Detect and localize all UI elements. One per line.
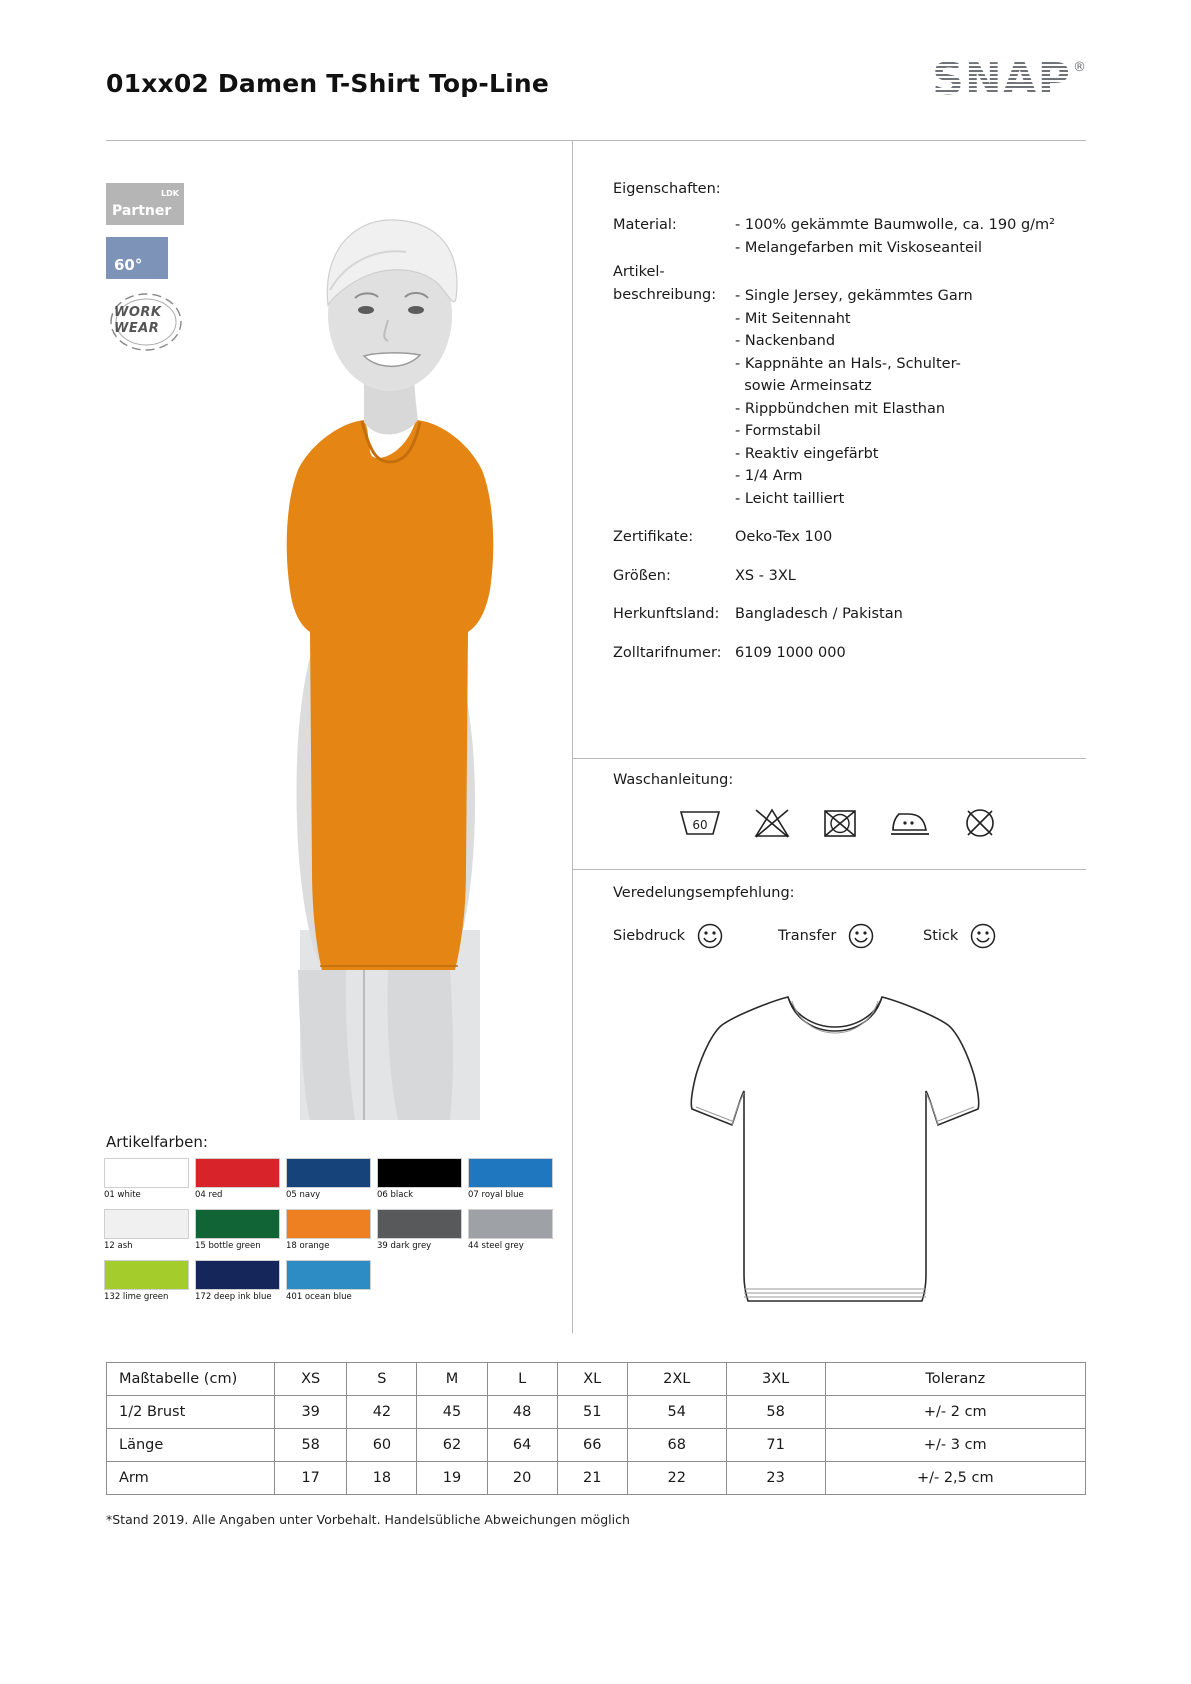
spec-tariff-label: Zolltarifnumer: <box>613 644 722 661</box>
table-cell: 20 <box>487 1462 557 1495</box>
color-swatch[interactable] <box>104 1209 192 1251</box>
spec-material-value-0: - 100% gekämmte Baumwolle, ca. 190 g/m² <box>735 217 1055 234</box>
table-header-cell: 3XL <box>726 1363 825 1396</box>
table-header-cell: L <box>487 1363 557 1396</box>
table-cell: 1/2 Brust <box>107 1396 275 1429</box>
spec-description-value-6: - Formstabil <box>735 423 821 440</box>
spec-certificates <box>613 526 1083 548</box>
spec-description-value-9: - Leicht tailliert <box>735 490 845 507</box>
color-swatch-list <box>104 1158 564 1311</box>
spec-sizes <box>613 565 1083 587</box>
table-cell: 58 <box>275 1429 347 1462</box>
spec-material <box>613 214 1083 259</box>
spec-description-value-4: sowie Armeinsatz <box>735 378 872 395</box>
table-cell: 23 <box>726 1462 825 1495</box>
spec-description <box>613 261 1083 510</box>
table-header-cell: XL <box>557 1363 627 1396</box>
table-cell: 62 <box>417 1429 487 1462</box>
technical-drawing <box>660 975 1010 1320</box>
table-cell: +/- 2 cm <box>825 1396 1085 1429</box>
table-cell: 68 <box>627 1429 726 1462</box>
no-tumble-dry-icon <box>822 806 858 840</box>
spec-description-value-7: - Reaktiv eingefärbt <box>735 445 879 462</box>
brand-logo-text: SNAP <box>932 54 1071 105</box>
color-swatch-label: 05 navy <box>286 1190 321 1200</box>
color-swatch-label: 401 ocean blue <box>286 1292 352 1302</box>
color-swatch[interactable] <box>286 1260 374 1302</box>
table-cell: 64 <box>487 1429 557 1462</box>
table-header-row <box>107 1363 1086 1396</box>
finishing-label-siebdruck: Siebdruck <box>613 928 686 944</box>
colors-heading: Artikelfarben: <box>106 1133 208 1151</box>
spec-origin-value: Bangladesch / Pakistan <box>735 606 903 623</box>
partner-badge-sub: LDK <box>161 189 179 198</box>
registered-trademark-icon: ® <box>1073 60 1086 75</box>
table-cell: 21 <box>557 1462 627 1495</box>
spec-certificates-label: Zertifikate: <box>613 529 694 546</box>
header-divider <box>106 140 1086 141</box>
page-header <box>106 54 1086 130</box>
iron-low-icon <box>888 806 932 840</box>
footnote: *Stand 2019. Alle Angaben unter Vorbehalt. Handelsübliche Abweichungen möglich <box>106 1512 630 1527</box>
color-swatch-label: 15 bottle green <box>195 1241 261 1251</box>
workwear-badge-line1: WORK <box>114 305 162 320</box>
table-header-cell: Maßtabelle (cm) <box>107 1363 275 1396</box>
color-swatch-label: 06 black <box>377 1190 414 1200</box>
partner-badge-label: Partner <box>112 203 172 219</box>
table-cell: 60 <box>347 1429 417 1462</box>
spec-tariff-value: 6109 1000 000 <box>735 644 846 661</box>
wash-section <box>613 772 1083 840</box>
table-header-cell: XS <box>275 1363 347 1396</box>
color-swatch[interactable] <box>195 1158 283 1200</box>
table-cell: 18 <box>347 1462 417 1495</box>
smiley-icon <box>848 923 874 949</box>
color-swatch[interactable] <box>104 1260 192 1302</box>
page-title: 01xx02 Damen T-Shirt Top-Line <box>106 69 550 98</box>
table-cell: 17 <box>275 1462 347 1495</box>
wash-heading: Waschanleitung: <box>613 772 734 788</box>
table-cell: 71 <box>726 1429 825 1462</box>
spec-tariff <box>613 642 1083 664</box>
finishing-item-stick <box>923 923 996 949</box>
size-table <box>106 1362 1086 1495</box>
spec-description-value-1: - Mit Seitennaht <box>735 310 851 327</box>
table-row <box>107 1396 1086 1429</box>
color-swatch[interactable] <box>377 1209 465 1251</box>
color-swatch[interactable] <box>104 1158 192 1200</box>
color-swatch-label: 132 lime green <box>104 1292 169 1302</box>
table-cell: 58 <box>726 1396 825 1429</box>
finishing-label-stick: Stick <box>923 928 959 944</box>
table-row <box>107 1462 1086 1495</box>
color-swatch-label: 39 dark grey <box>377 1241 432 1251</box>
spec-description-value-2: - Nackenband <box>735 333 836 350</box>
spec-material-value-1: - Melangefarben mit Viskoseanteil <box>735 239 982 256</box>
color-swatch-label: 44 steel grey <box>468 1241 524 1251</box>
spec-sizes-value: XS - 3XL <box>735 567 796 584</box>
table-cell: 42 <box>347 1396 417 1429</box>
table-cell: 66 <box>557 1429 627 1462</box>
color-swatch[interactable] <box>195 1209 283 1251</box>
color-swatch-label: 18 orange <box>286 1241 330 1251</box>
no-bleach-icon <box>752 806 792 840</box>
product-photo <box>150 170 570 1120</box>
table-cell: Länge <box>107 1429 275 1462</box>
column-divider <box>572 140 573 1333</box>
spec-description-value-8: - 1/4 Arm <box>735 468 803 485</box>
spec-origin-label: Herkunftsland: <box>613 606 720 623</box>
temperature-badge-label: 60° <box>114 256 143 274</box>
wash-icon-row <box>678 806 1083 840</box>
smiley-icon <box>697 923 723 949</box>
spec-sizes-label: Größen: <box>613 567 671 584</box>
color-swatch-label: 04 red <box>195 1190 223 1200</box>
spec-certificates-value: Oeko-Tex 100 <box>735 529 833 546</box>
svg-text:60: 60 <box>692 818 708 832</box>
specs-panel <box>613 178 1083 666</box>
color-swatch-label: 07 royal blue <box>468 1190 524 1200</box>
table-cell: 51 <box>557 1396 627 1429</box>
spec-material-values <box>735 214 1083 259</box>
color-swatch-label: 172 deep ink blue <box>195 1292 272 1302</box>
table-header-cell: S <box>347 1363 417 1396</box>
finishing-item-siebdruck <box>613 923 778 949</box>
table-cell: Arm <box>107 1462 275 1495</box>
table-cell: 19 <box>417 1462 487 1495</box>
no-dry-clean-icon <box>962 806 998 840</box>
table-cell: +/- 2,5 cm <box>825 1462 1085 1495</box>
color-swatch[interactable] <box>286 1158 374 1200</box>
table-cell: +/- 3 cm <box>825 1429 1085 1462</box>
brand-logo <box>932 54 1086 105</box>
specs-heading: Eigenschaften: <box>613 181 721 197</box>
spec-description-value-5: - Rippbündchen mit Elasthan <box>735 400 946 417</box>
table-cell: 48 <box>487 1396 557 1429</box>
spec-description-value-0: - Single Jersey, gekämmtes Garn <box>735 288 973 305</box>
spec-origin <box>613 603 1083 625</box>
color-swatch-label: 01 white <box>104 1190 141 1200</box>
spec-description-label-line1: Artikel- <box>613 264 665 281</box>
color-swatch[interactable] <box>468 1158 556 1200</box>
smiley-icon <box>970 923 996 949</box>
finishing-heading: Veredelungsempfehlung: <box>613 885 795 901</box>
table-header-cell: M <box>417 1363 487 1396</box>
spec-description-value-3: - Kappnähte an Hals-, Schulter- <box>735 355 961 372</box>
table-row <box>107 1429 1086 1462</box>
spec-material-label: Material: <box>613 217 677 234</box>
color-swatch[interactable] <box>377 1158 465 1200</box>
finishing-section-divider <box>572 869 1086 870</box>
table-header-cell: Toleranz <box>825 1363 1085 1396</box>
table-cell: 39 <box>275 1396 347 1429</box>
finishing-item-transfer <box>778 923 923 949</box>
finishing-section <box>613 885 1083 949</box>
table-cell: 45 <box>417 1396 487 1429</box>
table-cell: 54 <box>627 1396 726 1429</box>
color-swatch[interactable] <box>195 1260 283 1302</box>
spec-description-label <box>613 261 735 510</box>
table-cell: 22 <box>627 1462 726 1495</box>
color-swatch-label: 12 ash <box>104 1241 133 1251</box>
color-swatch[interactable] <box>468 1209 556 1251</box>
color-swatch[interactable] <box>286 1209 374 1251</box>
wash-section-divider <box>572 758 1086 759</box>
spec-description-values <box>735 261 1083 510</box>
finishing-label-transfer: Transfer <box>778 928 837 944</box>
table-header-cell: 2XL <box>627 1363 726 1396</box>
finishing-items <box>613 923 1083 949</box>
wash-60-icon <box>678 806 722 840</box>
workwear-badge-line2: WEAR <box>114 321 160 336</box>
spec-description-label-line2: beschreibung: <box>613 286 717 303</box>
